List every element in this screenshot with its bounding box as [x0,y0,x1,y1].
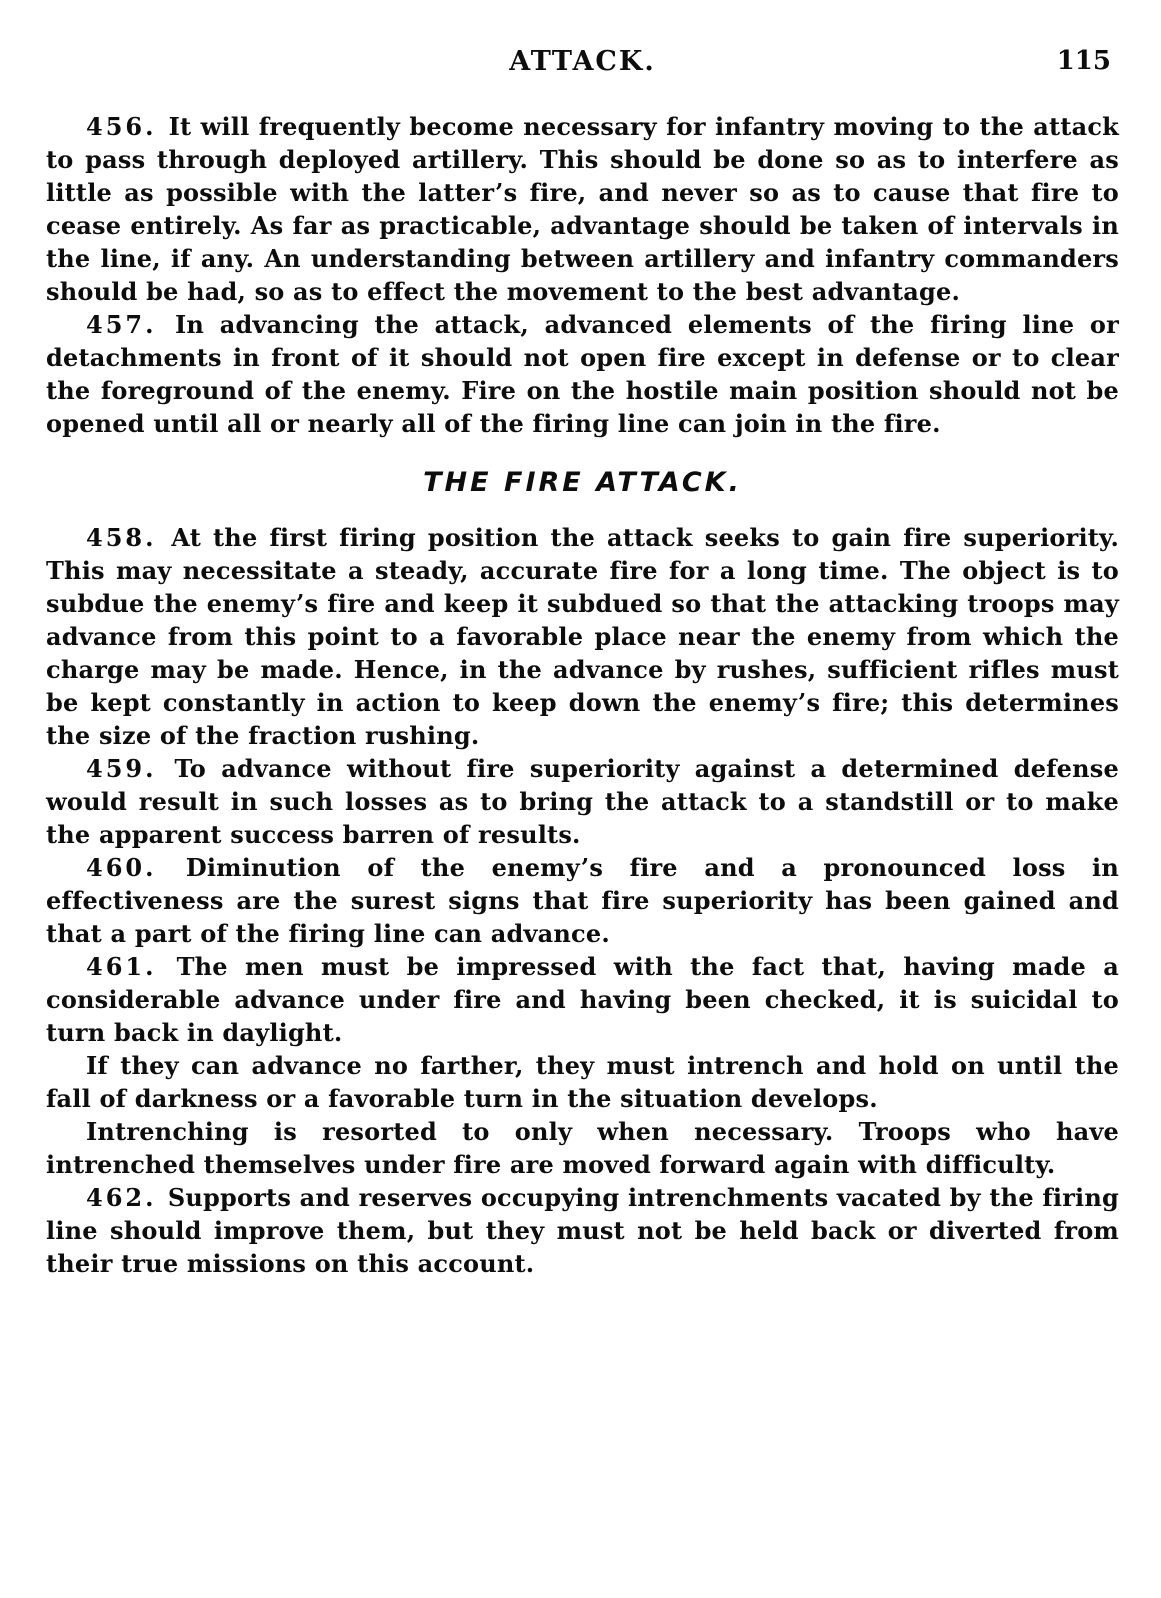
paragraph: 462. Supports and reserves occupying intrenchments vacated by the firing line should improve them, but they must not be held back or diverted from their true missions on this account. [46,1183,1120,1278]
paragraph-number: 457. [86,310,175,339]
paragraph: 460. Diminution of the enemy’s fire and a pronounced loss in effectiveness are the surest signs that fire superiority has been gained and that a part of the firing line can advance. [46,853,1120,948]
page-title: ATTACK. [509,46,656,77]
paragraph-number: 459. [86,754,175,783]
paragraph: 461. The men must be impressed with the fact that, having made a considerable advance under fire and having been checked, it is suicidal to turn back in daylight. [46,952,1120,1047]
page-number: 115 [1056,46,1111,76]
paragraph-number: 462. [86,1183,168,1212]
paragraph-number: 460. [86,853,186,882]
page-content [46,110,1119,1280]
paragraph: 456. It will frequently become necessary for infantry moving to the attack to pass through deployed artillery. This should be done so as to interfere as little as possible with the latter’s fire, and never so as to cause that fire to cease entirely. As far as practicable, advantage should be taken of intervals in the line, if any. An understanding between artillery and infantry commanders should be had, so as to effect the movement to the best advantage. [46,112,1119,306]
paragraph: If they can advance no farther, they must intrench and hold on until the fall of darkness or a favorable turn in the situation develops. [46,1051,1119,1113]
paragraph: 458. At the first firing position the attack seeks to gain fire superiority. This may necessitate a steady, accurate fire for a long time. The object is to subdue the enemy’s fire and keep it subdued so that the attacking troops may advance from this point to a favorable place near the enemy from which the charge may be made. Hence, in the advance by rushes, sufficient rifles must be kept constantly in action to keep down the enemy’s fire; this determines the size of the fraction rushing. [46,523,1119,750]
section-heading: THE FIRE ATTACK. [423,467,742,498]
running-header [46,46,1119,86]
paragraph: Intrenching is resorted to only when necessary. Troops who have intrenched themselves under fire are moved forward again with difficulty. [46,1117,1119,1179]
paragraph-number: 461. [86,952,177,981]
paragraph: 457. In advancing the attack, advanced elements of the firing line or detachments in front of it should not open fire except in defense or to clear the foreground of the enemy. Fire on the hostile main position should not be opened until all or nearly all of the firing line can join in the fire. [46,310,1119,438]
paragraph: 459. To advance without fire superiority against a determined defense would result in such losses as to bring the attack to a standstill or to make the apparent success barren of results. [46,754,1119,849]
paragraph-number: 458. [86,523,172,552]
paragraph-number: 456. [86,112,169,141]
